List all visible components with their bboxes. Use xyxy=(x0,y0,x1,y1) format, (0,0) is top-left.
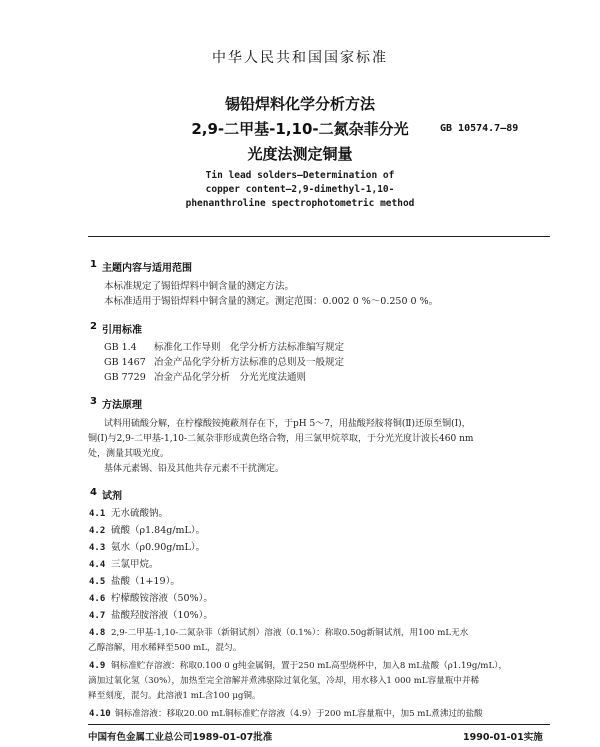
section-1-title: 主题内容与适用范围 xyxy=(102,263,192,274)
title-en-line-3: phenanthroline spectrophotometric method xyxy=(185,198,415,209)
title-cn-line-2: 2,9-二甲基-1,10-二氮杂菲分光 xyxy=(191,120,409,138)
section-3-line-3: 处，测量其吸光度。 xyxy=(88,449,170,459)
reagent-text: 硫酸（ρ1.84g/mL）。 xyxy=(111,525,206,536)
section-3-line-2: 铜(Ⅰ)与2,9-二甲基-1,10-二氮杂菲形成黄色络合物，用三氯甲烷萃取，于分光光度计波长460 nm xyxy=(88,434,474,444)
title-cn-line-3: 光度法测定铜量 xyxy=(247,145,353,163)
section-3-title: 方法原理 xyxy=(102,400,142,411)
reagent-4-8-line-1: 2,9-二甲基-1,10-二氮杂菲（新铜试剂）溶液（0.1%）：称取0.50g新铜试剂，用100 mL无水 xyxy=(111,628,469,638)
implementation-date: 1990-01-01实施 xyxy=(463,732,543,743)
reagent-number: 4.6 xyxy=(89,594,106,604)
reagent-text: 氨水（ρ0.90g/mL）。 xyxy=(111,542,206,553)
reagent-number: 4.5 xyxy=(89,577,106,587)
document-org: 中华人民共和国国家标准 xyxy=(212,50,388,66)
ref-text: 冶金产品化学分析 分光光度法通则 xyxy=(154,372,307,383)
header-divider xyxy=(88,236,550,237)
section-3-number: 3 xyxy=(90,396,97,407)
section-4-number: 4 xyxy=(90,487,97,498)
reagent-text: 盐酸（1+19）。 xyxy=(111,576,180,587)
reagent-4-9-line-2: 滴加过氧化氢（30%），加热至完全溶解并煮沸驱除过氧化氢，冷却，用水移入1 000 mL容量瓶中并稀 xyxy=(88,676,480,686)
reagent-text: 三氯甲烷。 xyxy=(111,559,159,570)
reagent-number: 4.3 xyxy=(89,543,106,553)
ref-code: GB 1.4 xyxy=(104,342,137,353)
title-en-line-2: copper content—2,9-dimethyl-1,10- xyxy=(205,184,395,195)
reagent-number: 4.2 xyxy=(89,526,106,536)
reagent-text: 柠檬酸铵溶液（50%）。 xyxy=(111,593,213,604)
section-3-line-4: 基体元素锡、铅及其他共存元素不干扰测定。 xyxy=(104,464,285,474)
reagent-text: 无水硫酸钠。 xyxy=(111,508,169,519)
section-3-line-1: 试料用硫酸分解，在柠檬酸铵掩蔽剂存在下，于pH 5～7，用盐酸羟胺将铜(Ⅱ)还原至铜(Ⅰ)， xyxy=(104,419,471,429)
ref-text: 标准化工作导则 化学分析方法标准编写规定 xyxy=(154,342,345,353)
standard-number: GB 10574.7—89 xyxy=(440,123,519,134)
reagent-number: 4.4 xyxy=(89,560,106,570)
ref-text: 冶金产品化学分析方法标准的总则及一般规定 xyxy=(154,357,345,368)
reagent-number: 4.8 xyxy=(89,628,106,638)
section-1-para-2: 本标准适用于锡铅焊料中铜含量的测定。测定范围：0.002 0 %～0.250 0 %。 xyxy=(104,296,439,307)
reagent-number: 4.9 xyxy=(89,661,106,671)
footer-divider xyxy=(88,724,550,725)
reagent-number: 4.1 xyxy=(89,509,106,519)
section-1-number: 1 xyxy=(90,259,97,270)
section-2-number: 2 xyxy=(90,321,97,332)
ref-code: GB 1467 xyxy=(104,357,146,368)
title-en-line-1: Tin lead solders—Determination of xyxy=(205,170,395,181)
reagent-4-9-line-3: 释至刻度，混匀。此溶液1 mL含100 μg铜。 xyxy=(88,691,261,701)
reagent-4-9-line-1: 铜标准贮存溶液：称取0.100 0 g纯金属铜，置于250 mL高型烧杯中，加入8 mL盐酸（ρ1.19g/mL）， xyxy=(111,661,508,671)
title-cn-line-1: 锡铅焊料化学分析方法 xyxy=(224,95,375,113)
section-2-title: 引用标准 xyxy=(102,325,142,336)
section-4-title: 试剂 xyxy=(102,491,122,502)
reagent-4-8-line-2: 乙醇溶解，用水稀释至500 mL，混匀。 xyxy=(88,643,242,653)
reagent-number: 4.7 xyxy=(89,611,106,621)
approval-line: 中国有色金属工业总公司1989-01-07批准 xyxy=(88,732,273,743)
reagent-4-10-line-1: 铜标准溶液：移取20.00 mL铜标准贮存溶液（4.9）于200 mL容量瓶中，加5 mL煮沸过的盐酸 xyxy=(115,709,483,719)
ref-code: GB 7729 xyxy=(104,372,146,383)
reagent-text: 盐酸羟胺溶液（10%）。 xyxy=(111,610,213,621)
reagent-number: 4.10 xyxy=(89,709,111,719)
section-1-para-1: 本标准规定了锡铅焊料中铜含量的测定方法。 xyxy=(104,281,295,292)
